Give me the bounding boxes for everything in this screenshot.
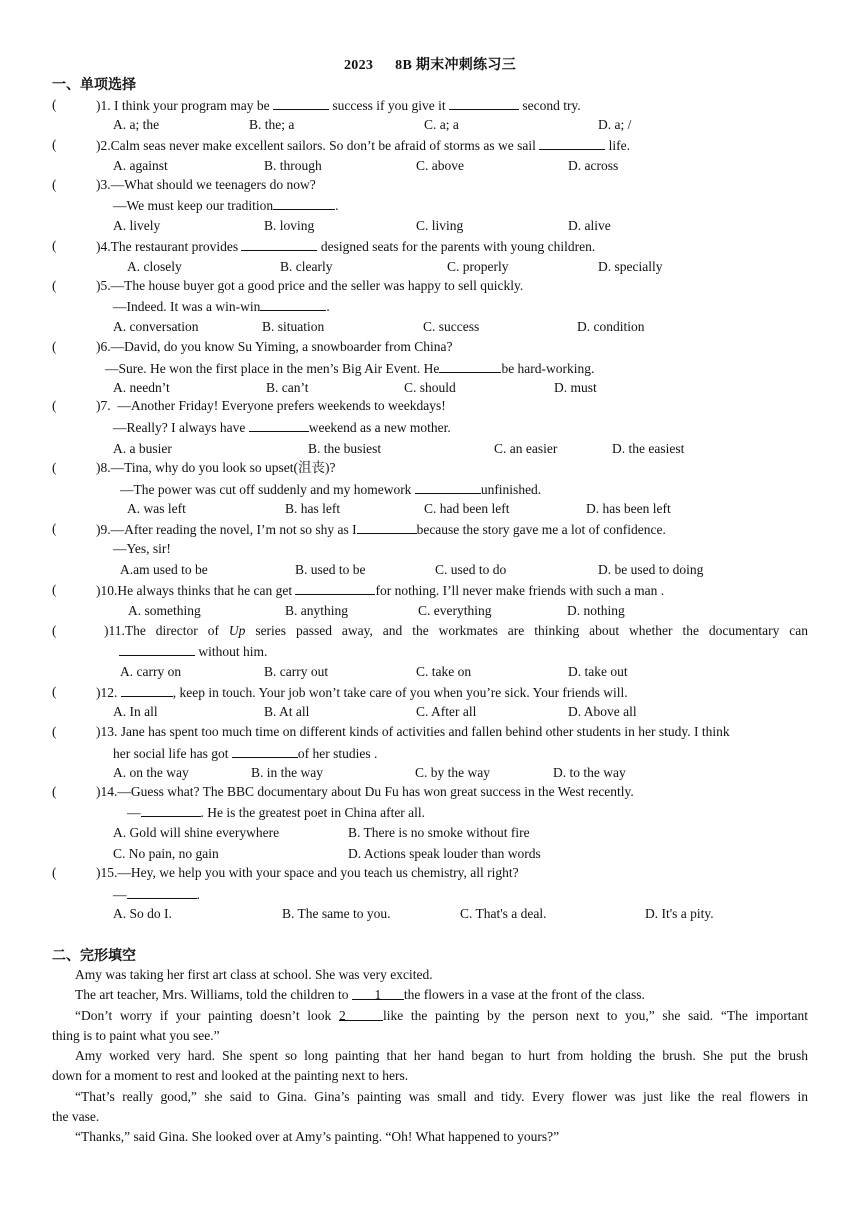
question-2: )2.Calm seas never make excellent sailors. So don’t be afraid of storms as we sail life. (96, 138, 631, 153)
answer-paren: ( (52, 339, 57, 354)
option-b: B. carry out (264, 664, 329, 679)
option-d: D. nothing (567, 603, 625, 618)
option-d: D. condition (577, 319, 645, 334)
option-a: A. In all (113, 704, 158, 719)
page-title (0, 54, 860, 74)
option-a: A. So do I. (113, 906, 172, 921)
answer-paren: ( (52, 865, 57, 880)
option-d: D. must (554, 380, 597, 395)
option-b: B. The same to you. (282, 906, 391, 921)
question-7: )7. —Another Friday! Everyone prefers weekends to weekdays! (96, 398, 446, 413)
option-d: D. take out (568, 664, 628, 679)
answer-blank (539, 137, 605, 150)
option-a: A. against (113, 158, 168, 173)
question-7-line-2: —Really? I always have weekend as a new mother. (113, 420, 451, 435)
option-b: B. has left (285, 501, 341, 516)
question-10: )10.He always thinks that he can get for nothing. I’ll never make friends with such a man . (96, 583, 665, 598)
option-b: B. anything (285, 603, 348, 618)
cloze-paragraph-5: “That’s really good,” she said to Gina. Gina’s painting was small and tidy. Every flower was just like the real flowers in (75, 1089, 808, 1104)
option-b: B. There is no smoke without fire (348, 825, 530, 840)
question-12: )12. , keep in touch. Your job won’t take care of you when you’re sick. Your friends will. (96, 685, 628, 700)
option-c: C. No pain, no gain (113, 846, 219, 861)
question-8: )8.—Tina, why do you look so upset(沮丧)? (96, 460, 336, 475)
option-a: A. a; the (113, 117, 160, 132)
option-a: A. on the way (113, 765, 189, 780)
answer-paren: ( (52, 137, 57, 152)
option-b: B. loving (264, 218, 315, 233)
question-3: )3.—What should we teenagers do now? (96, 177, 316, 192)
option-c: C. an easier (494, 441, 558, 456)
option-c: C. properly (447, 259, 509, 274)
option-c: C. should (404, 380, 456, 395)
answer-paren: ( (52, 724, 57, 739)
option-d: D. specially (598, 259, 663, 274)
answer-paren: ( (52, 97, 57, 112)
question-1: )1. I think your program may be success if you give it second try. (96, 98, 581, 113)
option-d: D. to the way (553, 765, 626, 780)
answer-blank (141, 804, 201, 817)
option-a: A. a busier (113, 441, 172, 456)
cloze-paragraph-2: The art teacher, Mrs. Williams, told the children to 1 the flowers in a vase at the front of the class. (75, 987, 645, 1002)
question-5-line-2: —Indeed. It was a win-win . (113, 299, 330, 314)
option-d: D. alive (568, 218, 611, 233)
answer-paren: ( (52, 623, 57, 638)
title-year: 2023 (343, 58, 374, 73)
option-d: D. the easiest (612, 441, 685, 456)
question-13: )13. Jane has spent too much time on different kinds of activities and fallen behind other students in her study. I think (96, 724, 730, 739)
answer-paren: ( (52, 238, 57, 253)
option-c: C. After all (416, 704, 477, 719)
title-name: 8B 期末冲刺练习三 (395, 58, 517, 73)
option-b: B. can’t (266, 380, 309, 395)
option-c: C. by the way (415, 765, 490, 780)
answer-paren: ( (52, 398, 57, 413)
option-a: A.am used to be (120, 562, 208, 577)
option-c: C. had been left (424, 501, 510, 516)
option-a: A. conversation (113, 319, 199, 334)
question-15: )15.—Hey, we help you with your space and you teach us chemistry, all right? (96, 865, 519, 880)
cloze-paragraph-4: Amy worked very hard. She spent so long painting that her hand began to hurt from holding the brush. She put the brush (75, 1048, 808, 1063)
option-c: C. above (416, 158, 464, 173)
answer-blank (232, 745, 298, 758)
option-d: D. Above all (568, 704, 637, 719)
option-c: C. success (423, 319, 480, 334)
option-b: B. in the way (251, 765, 323, 780)
answer-blank (357, 521, 417, 534)
cloze-paragraph-3-cont: thing is to paint what you see.” (52, 1028, 220, 1043)
question-14: )14.—Guess what? The BBC documentary about Du Fu has won great success in the West recently. (96, 784, 634, 799)
question-6-line-2: —Sure. He won the first place in the men’s Big Air Event. He be hard-working. (105, 361, 595, 376)
option-c: C. living (416, 218, 464, 233)
answer-paren: ( (52, 278, 57, 293)
question-5: )5.—The house buyer got a good price and the seller was happy to sell quickly. (96, 278, 524, 293)
cloze-paragraph-6: “Thanks,” said Gina. She looked over at Amy’s painting. “Oh! What happened to yours?” (75, 1129, 560, 1144)
answer-blank (249, 419, 309, 432)
answer-blank (121, 684, 173, 697)
cloze-paragraph-4-cont: down for a moment to rest and looked at the painting next to hers. (52, 1068, 409, 1083)
option-c: C. a; a (424, 117, 459, 132)
option-c: C. used to do (435, 562, 507, 577)
answer-blank (241, 238, 317, 251)
option-b: B. used to be (295, 562, 366, 577)
answer-paren: ( (52, 460, 57, 475)
option-c: C. everything (418, 603, 492, 618)
option-c: C. take on (416, 664, 472, 679)
answer-paren: ( (52, 684, 57, 699)
option-a: A. lively (113, 218, 161, 233)
answer-paren: ( (52, 784, 57, 799)
option-d: D. a; / (598, 117, 632, 132)
option-b: B. situation (262, 319, 325, 334)
answer-paren: ( (52, 521, 57, 536)
option-a: A. carry on (120, 664, 182, 679)
answer-blank (260, 298, 326, 311)
question-6: )6.—David, do you know Su Yiming, a snowboarder from China? (96, 339, 453, 354)
cloze-blank-2: 2 (339, 1008, 383, 1021)
answer-blank (273, 97, 329, 110)
option-d: D. be used to doing (598, 562, 704, 577)
answer-blank (449, 97, 519, 110)
option-b: B. the; a (249, 117, 295, 132)
section-heading-multiple-choice: 一、单项选择 (52, 77, 136, 93)
answer-blank (295, 582, 375, 595)
question-11-line-2: without him. (119, 643, 267, 660)
question-14-line-2: — . He is the greatest poet in China after all. (127, 805, 426, 820)
question-4: )4.The restaurant provides designed seats for the parents with young children. (96, 239, 596, 254)
option-d: D. across (568, 158, 619, 173)
section-heading-cloze: 二、完形填空 (52, 948, 136, 964)
answer-blank (119, 643, 195, 656)
answer-paren: ( (52, 582, 57, 597)
option-d: D. It's a pity. (645, 906, 714, 921)
option-c: C. That's a deal. (460, 906, 547, 921)
question-11: )11.The director of Up series passed away, and the workmates are thinking about whether the documentary can (104, 623, 809, 638)
question-13-line-2: her social life has got of her studies . (113, 746, 378, 761)
question-9-line-2: —Yes, sir! (113, 541, 171, 556)
option-b: B. At all (264, 704, 310, 719)
question-8-line-2: —The power was cut off suddenly and my homework unfinished. (120, 482, 542, 497)
option-b: B. through (264, 158, 322, 173)
option-a: A. something (128, 603, 201, 618)
option-a: A. was left (127, 501, 186, 516)
option-d: D. Actions speak louder than words (348, 846, 541, 861)
answer-blank (415, 481, 481, 494)
option-d: D. has been left (586, 501, 671, 516)
cloze-paragraph-1: Amy was taking her first art class at school. She was very excited. (75, 967, 433, 982)
cloze-blank-1: 1 (352, 987, 404, 1000)
option-a: A. Gold will shine everywhere (113, 825, 280, 840)
option-b: B. clearly (280, 259, 333, 274)
answer-blank (439, 360, 501, 373)
answer-paren: ( (52, 177, 57, 192)
option-b: B. the busiest (308, 441, 382, 456)
question-15-line-2: — . (113, 887, 200, 902)
answer-blank (127, 886, 197, 899)
option-a: A. needn’t (113, 380, 170, 395)
option-a: A. closely (127, 259, 182, 274)
question-9: )9.—After reading the novel, I’m not so shy as I because the story gave me a lot of confidence. (96, 522, 666, 537)
cloze-paragraph-3: “Don’t worry if your painting doesn’t look 2 like the painting by the person next to you,” she said. “The important (75, 1008, 808, 1023)
answer-blank (273, 197, 335, 210)
cloze-paragraph-5-cont: the vase. (52, 1109, 100, 1124)
question-3-line-2: —We must keep our tradition . (113, 198, 339, 213)
